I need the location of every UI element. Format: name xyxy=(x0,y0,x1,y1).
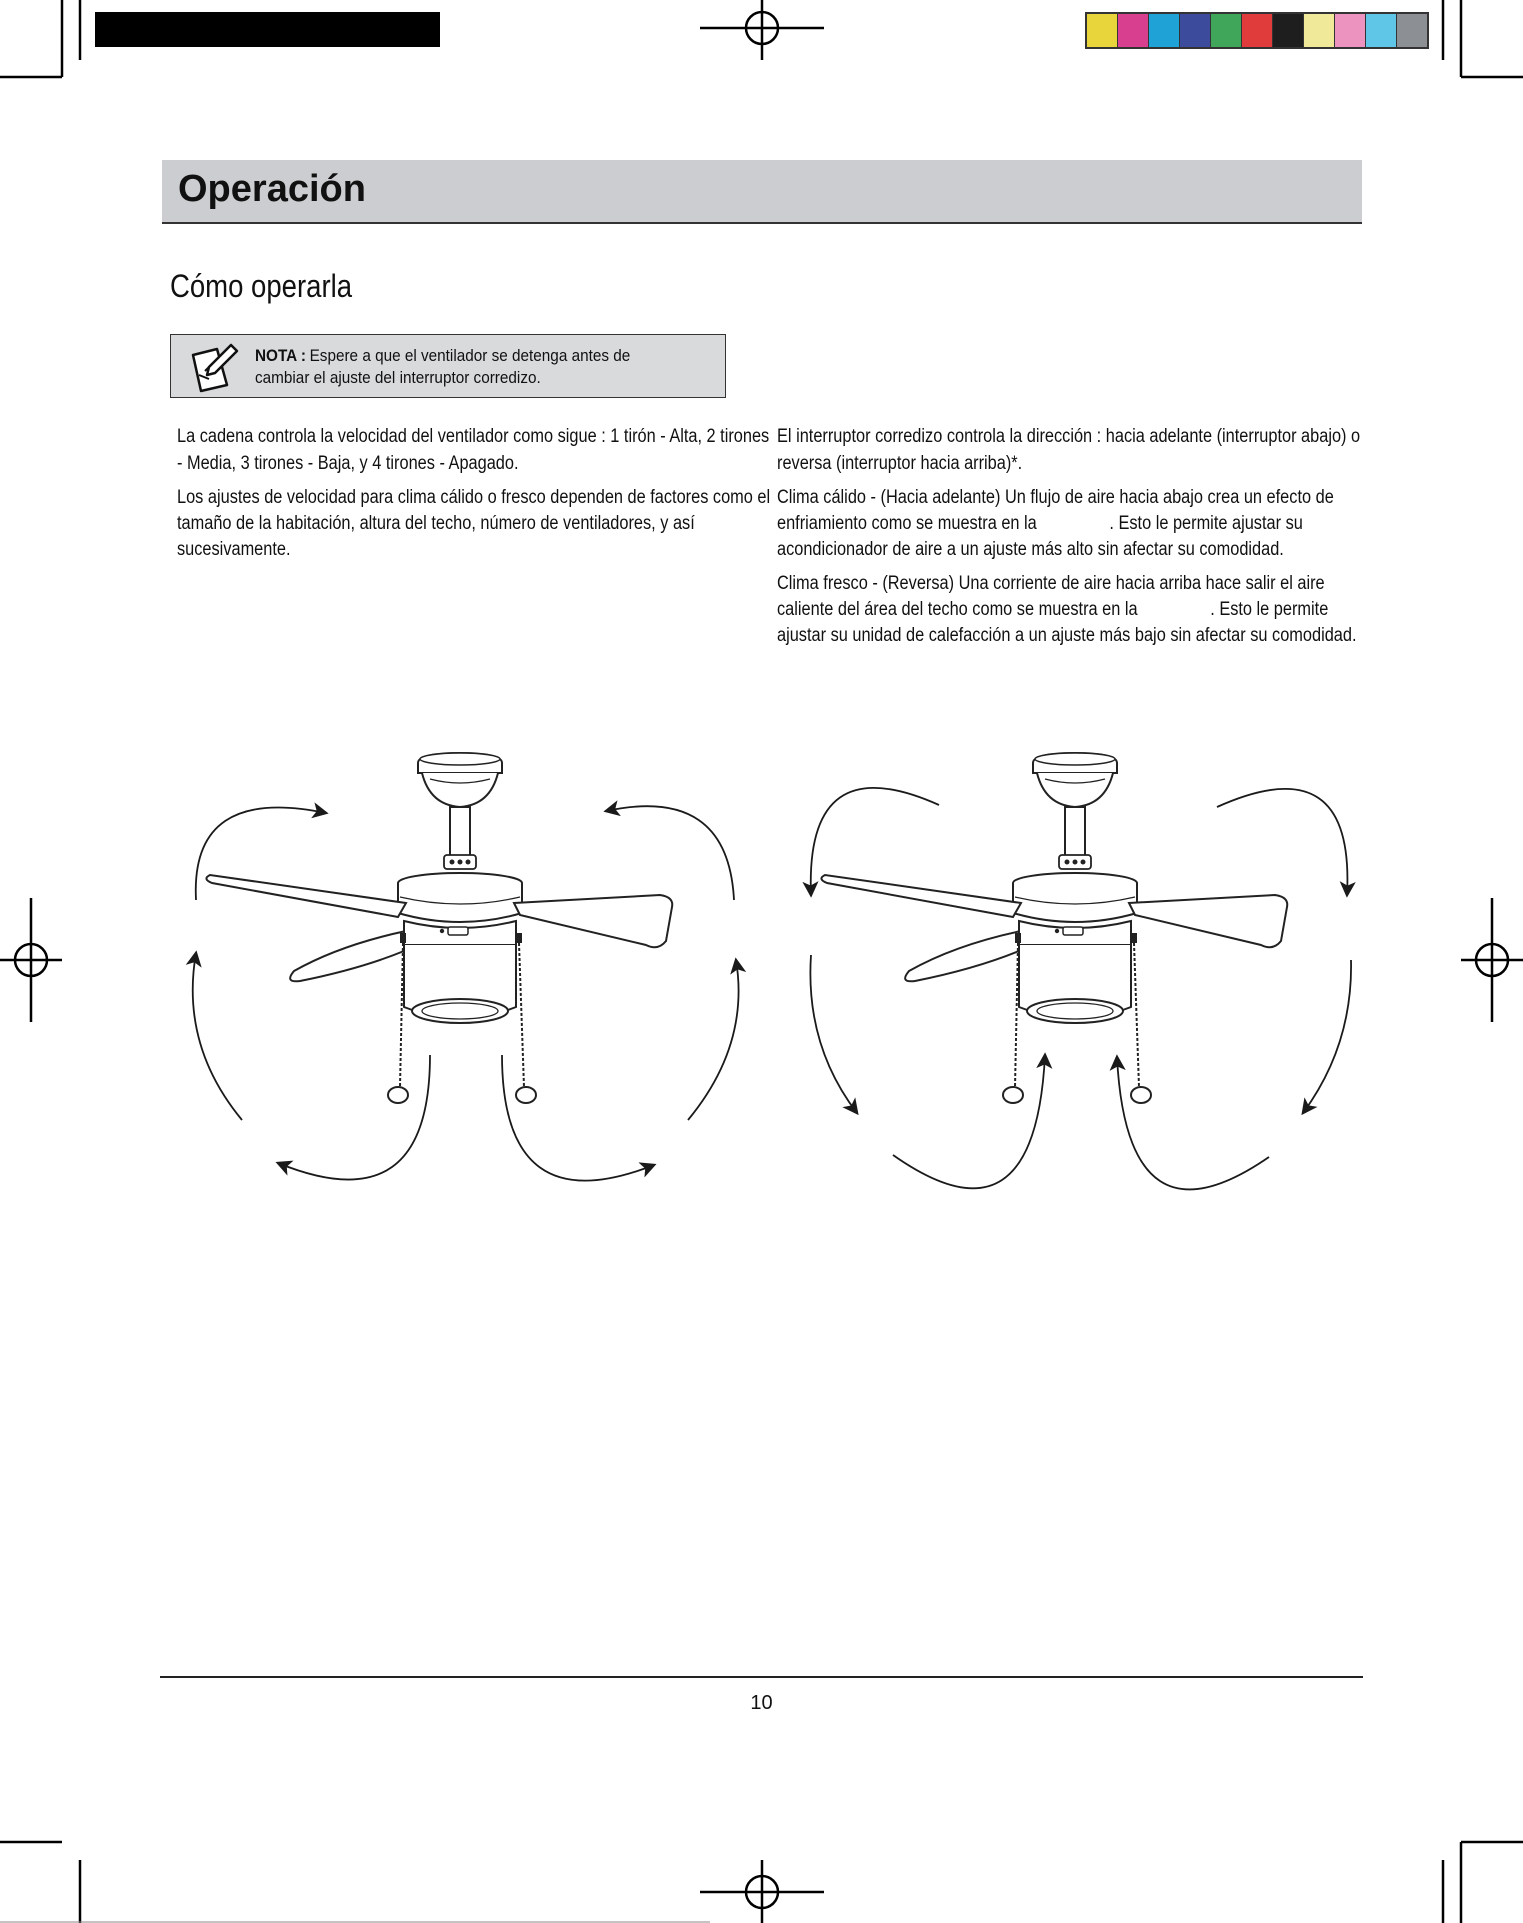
airflow-arrow xyxy=(502,1055,654,1181)
page-number: 10 xyxy=(750,1692,773,1714)
airflow-arrow xyxy=(1303,960,1351,1113)
reverse-switch-paragraph: El interruptor corredizo controla la dirección : hacia adelante (interruptor abajo) o reversa (interruptor hacia arriba)*. xyxy=(777,426,1361,474)
fan-diagram-forward xyxy=(160,745,760,1215)
airflow-arrow xyxy=(606,806,734,900)
airflow-arrow xyxy=(278,1055,430,1180)
airflow-arrow xyxy=(1217,789,1347,895)
fan-diagram-reverse xyxy=(775,745,1375,1215)
note-message: Espere a que el ventilador se detenga antes de cambiar el ajuste del interruptor corredizo. xyxy=(255,346,631,387)
speed-settings-paragraph: Los ajustes de velocidad para clima cálido o fresco dependen de factores como el tamaño de la habitación, altura del techo, número de ventiladores, y así sucesivamente. xyxy=(177,487,771,560)
footer-divider xyxy=(160,1676,1363,1678)
ceiling-fan-illustration xyxy=(821,753,1287,1103)
ceiling-fan-illustration xyxy=(206,753,672,1103)
airflow-arrow xyxy=(1117,1057,1269,1189)
note-text-block xyxy=(255,345,669,389)
subsection-title: Cómo operarla xyxy=(170,268,353,304)
airflow-arrow xyxy=(688,960,739,1120)
warm-weather-paragraph: Clima cálido - (Hacia adelante) Un flujo de aire hacia abajo crea un efecto de enfriamiento como se muestra en la . Esto le permite ajustar su acondicionador de aire a un ajuste más alto sin afectar su comodidad. xyxy=(777,487,1339,560)
note-pencil-icon xyxy=(187,341,241,393)
right-text-column xyxy=(777,423,1477,649)
cool-weather-paragraph: Clima fresco - (Reversa) Una corriente de aire hacia arriba hace salir el aire caliente del área del techo como se muestra en la . Esto le permite ajustar su unidad de calefacción a un ajuste más bajo sin afectar su comodidad. xyxy=(777,573,1357,646)
section-header-band xyxy=(162,160,1362,224)
airflow-arrow xyxy=(893,1055,1045,1188)
airflow-arrow xyxy=(193,953,242,1120)
note-label: NOTA : xyxy=(255,346,306,365)
airflow-arrow xyxy=(810,955,857,1113)
left-text-column xyxy=(177,423,877,563)
note-box xyxy=(170,334,726,398)
section-title: Operación xyxy=(178,168,366,210)
pull-chain-speed-paragraph: La cadena controla la velocidad del ventilador como sigue : 1 tirón - Alta, 2 tirones - Media, 3 tirones - Baja, y 4 tirones - Apagado. xyxy=(177,426,770,474)
